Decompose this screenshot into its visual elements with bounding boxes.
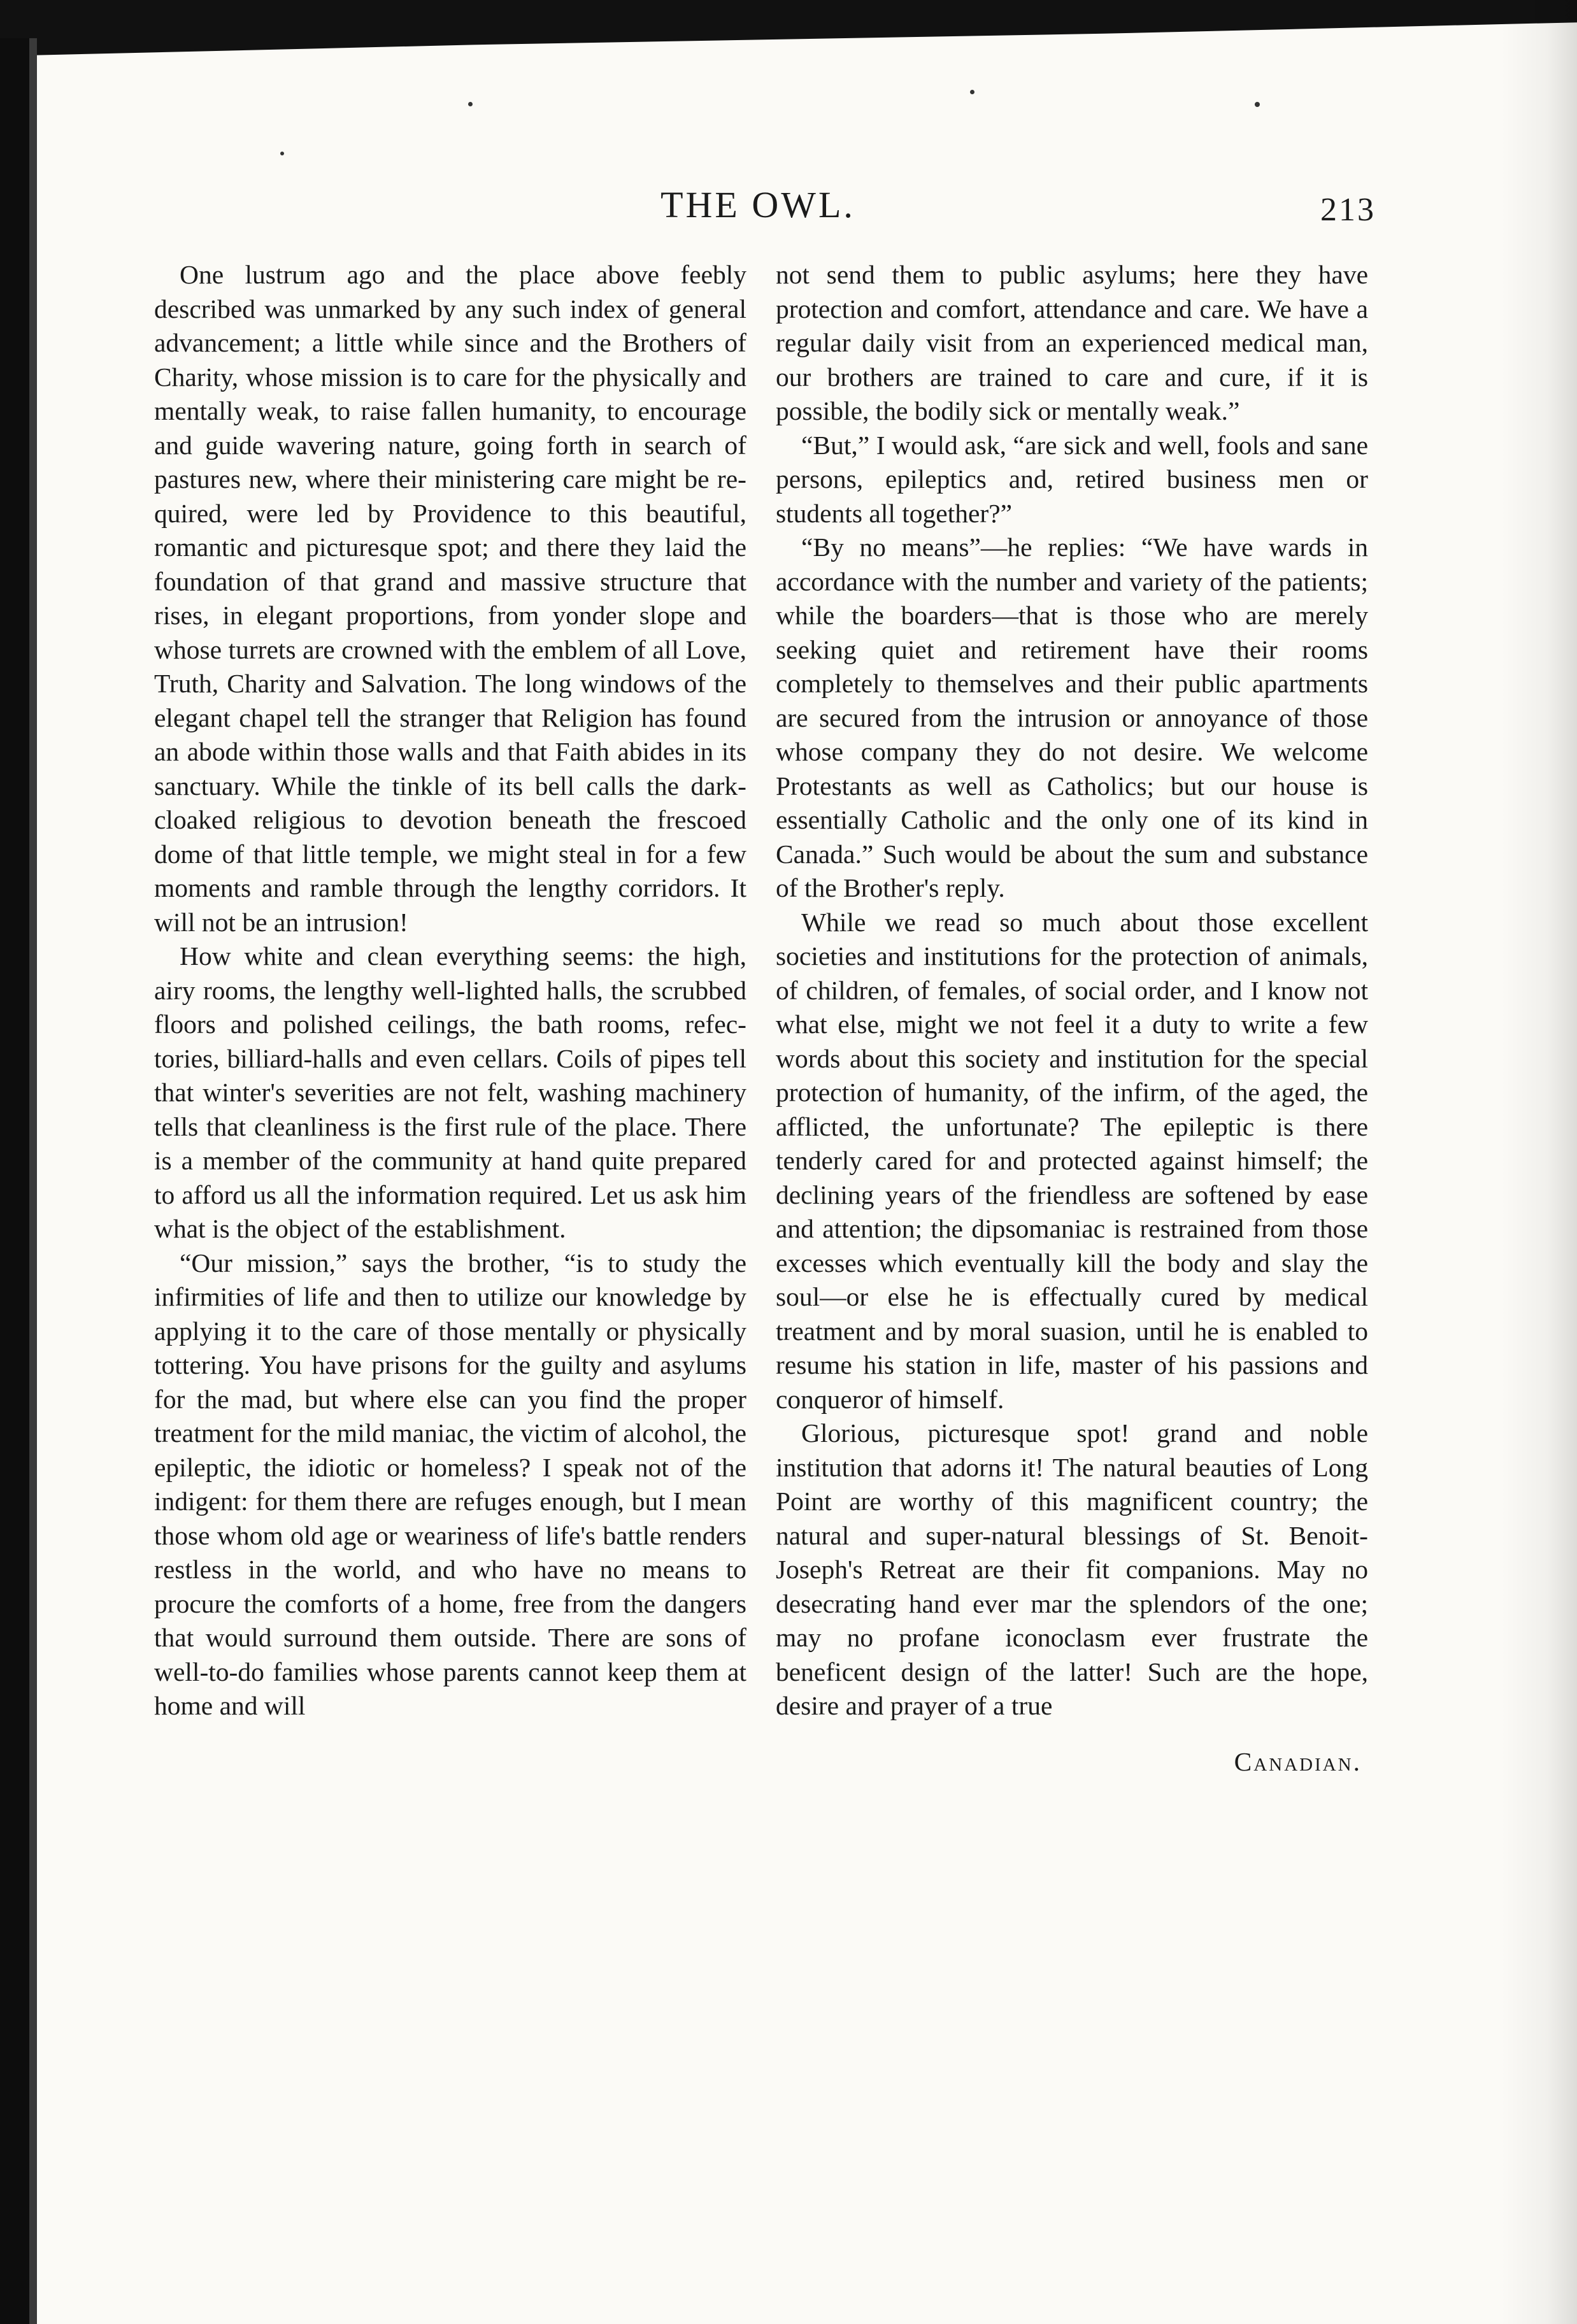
scan-speck [280,152,284,155]
paragraph: How white and clean everything seems: the high, airy rooms, the lengthy well-lighted halls, the scrubbed floors and polished ceilings, the bath rooms, refectories, billiard-halls and even cellars. Coils of pipes tell that winter's severities are not felt, washing machinery tells that cleanliness is the first rule of the place. There is a member of the community at hand quite prepared to afford us all the information required. Let us ask him what is the object of the establishment. [154,941,746,1243]
scan-speck [1255,102,1260,107]
paragraph: not send them to public asylums; here they have protection and comfort, attendance and care. We have a regular daily visit from an experienced medical man, our brothers are trained to care and cure, if it is possible, the bodily sick or mentally weak.” [776,260,1368,425]
paragraph: “But,” I would ask, “are sick and well, fools and sane persons, epileptics and, retired business men or students all together?” [776,430,1368,528]
paragraph: While we read so much about those excellent societies and institutions for the protection of animals, of children, of females, of social order, and I know not what else, might we not feel it a duty to write a few words about this society and institution for the special protection of humanity, of the infirm, of the aged, the afflicted, the unfortunate? The epileptic is there tenderly cared for and protected against himself; the declining years of the friendless are softened by ease and attention; the dipsomaniac is restrained from those excesses which eventually kill the body and slay the soul—or else he is effectually cured by medical treatment and by moral suasion, until he is enabled to resume his station in life, master of his passions and conqueror of himself. [776,907,1368,1414]
page-edge-shadow-left [0,38,37,2324]
page-number: 213 [1320,192,1376,228]
paragraph: “By no means”—he replies: “We have wards in accordance with the number and variety of the patients; while the boarders—that is those who are merely seeking quiet and retirement have their rooms completely to themselves and their public apartments are secured from the intrusion or annoyance of those whose company they do not desire. We welcome Protestants as well as Catholics; but our house is essentially Catholic and the only one of its kind in Canada.” Such would be about the sum and substance of the Brother's reply. [776,532,1368,902]
left-column [154,258,746,1723]
scan-speck [970,90,974,94]
paragraph: Glorious, picturesque spot! grand and noble institution that adorns it! The natural beauties of Long Point are worthy of this magnificent country; the natural and super-natural blessings of St. Benoit-Joseph's Retreat are their fit companions. May no desecrating hand ever mar the splendors of the one; may no profane iconoclasm ever frustrate the beneficent design of the latter! Such are the hope, desire and prayer of a true [776,1418,1368,1720]
right-column [776,258,1368,1779]
paragraph: “Our mission,” says the brother, “is to study the infirmities of life and then to utilize our knowledge by applying it to the care of those mentally or physically tottering. You have prisons for the guilty and asylums for the mad, but where else can you find the proper treatment for the mild maniac, the victim of alcohol, the epileptic, the idiotic or homeless? I speak not of the indigent: for them there are refuges enough, but I mean those whom old age or weariness of life's battle renders restless in the world, and who have no means to procure the comforts of a home, free from the dangers that would surround them outside. There are sons of well-to-do families whose parents cannot keep them at home and will [154,1248,746,1720]
paragraph: One lustrum ago and the place above feebly described was unmarked by any such index of general advancement; a little while since and the Brothers of Charity, whose mission is to care for the physically and mentally weak, to raise fallen humanity, to encourage and guide wavering nature, going forth in search of pastures new, where their ministering care might be required, were led by Providence to this beautiful, romantic and picturesque spot; and there they laid the foundation of that grand and massive structure that rises, in elegant proportions, from yonder slope and whose turrets are crowned with the emblem of all Love, Truth, Charity and Salvation. The long windows of the elegant chapel tell the stranger that Religion has found an abode within those walls and that Faith abides in its sanctuary. While the tinkle of its bell calls the dark-cloaked religious to devotion beneath the frescoed dome of that little temple, we might steal in for a few moments and ramble through the lengthy corridors. It will not be an intrusion! [154,260,746,937]
signature: Canadian. [1234,1746,1362,1776]
page-edge-shadow-top [0,0,1577,56]
running-title: THE OWL. [660,184,855,225]
scan-speck [468,102,473,106]
page-edge-shadow-right [1501,0,1577,2324]
page-header [140,183,1376,241]
